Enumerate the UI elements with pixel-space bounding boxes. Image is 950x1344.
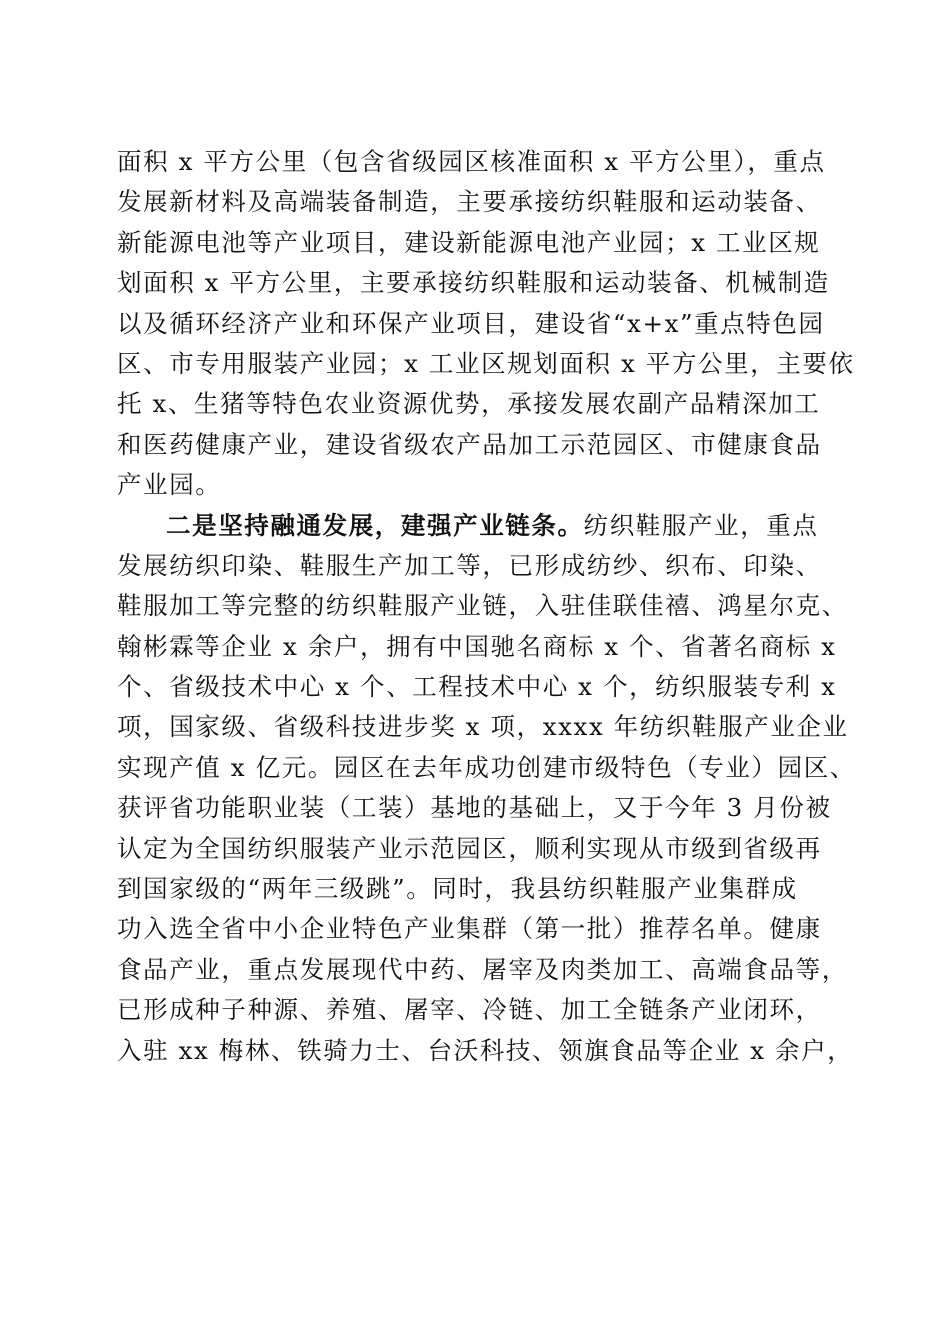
paragraph-lead-heading: 二是坚持融通发展，建强产业链条。 xyxy=(166,510,584,540)
text-line: 到国家级的“两年三级跳”。同时，我县纺织鞋服产业集群成 xyxy=(117,874,798,904)
text-line: 划面积 x 平方公里，主要承接纺织鞋服和运动装备、机械制造 xyxy=(117,268,830,298)
text-line: 功入选全省中小企业特色产业集群（第一批）推荐名单。健康 xyxy=(117,914,822,944)
text-line: 实现产值 x 亿元。园区在去年成功创建市级特色（专业）园区、 xyxy=(117,752,856,782)
text-line: 个、省级技术中心 x 个、工程技术中心 x 个，纺织服装专利 x xyxy=(117,672,837,702)
text-line: 发展纺织印染、鞋服生产加工等，已形成纺纱、织布、印染、 xyxy=(117,550,822,580)
paragraph-2 xyxy=(117,506,856,1071)
text-line: 入驻 xx 梅林、铁骑力士、台沃科技、领旗食品等企业 x 余户， xyxy=(117,1035,854,1065)
text-line: 获评省功能职业装（工装）基地的基础上，又于今年 3 月份被 xyxy=(117,793,832,823)
text-line: 托 x、生猪等特色农业资源优势，承接发展农副产品精深加工 xyxy=(117,389,821,419)
text-line: 认定为全国纺织服装产业示范园区，顺利实现从市级到省级再 xyxy=(117,833,822,863)
text-line: 项，国家级、省级科技进步奖 x 项，xxxx 年纺织鞋服产业企业 xyxy=(117,712,849,742)
text-line: 翰彬霖等企业 x 余户，拥有中国驰名商标 x 个、省著名商标 x xyxy=(117,631,837,661)
text-line: 已形成种子种源、养殖、屠宰、冷链、加工全链条产业闭环， xyxy=(117,995,822,1025)
document-body xyxy=(117,142,856,1071)
text-line-first xyxy=(117,506,837,546)
text-line: 发展新材料及高端装备制造，主要承接纺织鞋服和运动装备、 xyxy=(117,187,822,217)
paragraph-1 xyxy=(117,142,855,506)
text-line: 食品产业，重点发展现代中药、屠宰及肉类加工、高端食品等， xyxy=(117,954,848,984)
text-line: 面积 x 平方公里（包含省级园区核准面积 x 平方公里），重点 xyxy=(117,147,826,176)
text-line: 和医药健康产业，建设省级农产品加工示范园区、市健康食品 xyxy=(117,429,822,459)
text-line: 鞋服加工等完整的纺织鞋服产业链，入驻佳联佳禧、鸿星尔克、 xyxy=(117,591,848,621)
text-line: 以及循环经济产业和环保产业项目，建设省“x+x”重点特色园 xyxy=(117,308,825,338)
text-line: 新能源电池等产业项目，建设新能源电池产业园；x 工业区规 xyxy=(117,227,821,257)
text-line: 产业园。 xyxy=(117,470,222,500)
first-line-rest: 纺织鞋服产业，重点 xyxy=(583,510,819,540)
text-line: 区、市专用服装产业园；x 工业区规划面积 x 平方公里，主要依 xyxy=(117,348,855,378)
